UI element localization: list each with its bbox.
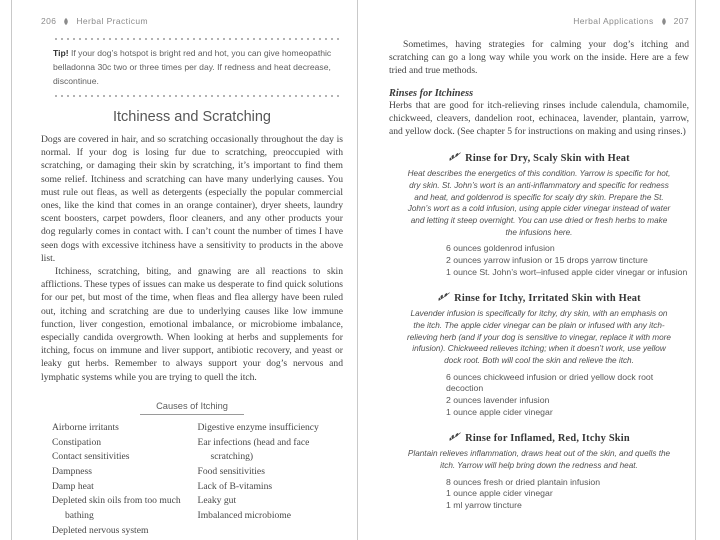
list-item: Dampness <box>52 465 92 477</box>
tip-label: Tip! <box>53 48 69 58</box>
sprig-icon <box>437 291 451 302</box>
rinse-title: Rinse for Itchy, Irritated Skin with Heat <box>389 291 689 304</box>
rinses-subheading: Rinses for Itchiness <box>389 87 474 99</box>
tip-text <box>53 40 339 95</box>
list-item: Lack of B-vitamins <box>197 480 273 492</box>
ingredient-list <box>389 372 689 418</box>
ingredient: 1 ml yarrow tincture <box>446 499 522 510</box>
list-item: Digestive enzyme insufficiency <box>197 421 319 433</box>
book-page-left <box>41 0 343 538</box>
sprig-icon <box>448 431 462 442</box>
rinse-note: Plantain relieves inflammation, draws heat out of the skin, and quells the itch. Yarrow will help bring down the redness and heat. <box>407 449 671 470</box>
ingredient: 1 ounce apple cider vinegar <box>446 488 553 499</box>
list-item: Depleted skin oils from too much bathing <box>52 495 181 522</box>
causes-column-right <box>198 421 344 539</box>
ingredient: 8 ounces fresh or dried plantain infusion <box>446 476 601 487</box>
causes-list <box>41 421 343 539</box>
list-item: Ear infections (head and face scratching) <box>197 436 310 463</box>
ingredient: 1 ounce St. John’s wort–infused apple cider vinegar or infusion <box>446 266 688 277</box>
rinse-title: Rinse for Dry, Scaly Skin with Heat <box>389 151 689 164</box>
page-spine-divider <box>357 0 358 540</box>
book-page-right <box>389 0 689 511</box>
list-item: Damp heat <box>52 480 94 492</box>
ingredient: 1 ounce apple cider vinegar <box>446 406 553 417</box>
page-edge-right <box>695 0 696 540</box>
floral-leaf-icon <box>63 17 69 26</box>
page-number-right: 207 <box>673 16 689 26</box>
list-item: Constipation <box>52 436 102 448</box>
rinses-intro-paragraph: Herbs that are good for itch-relieving rinses include calendula, chamomile, chickweed, cleavers, dandelion root, echinacea, lavender, plantain, yarrow, and yellow dock. (See chapter 5 for instructions on making and using rinses.) <box>389 99 689 138</box>
section-title: Itchiness and Scratching <box>113 109 271 125</box>
rinse-section <box>389 431 689 511</box>
ingredient-list <box>389 243 689 278</box>
sprig-icon <box>448 151 462 162</box>
list-item: Depleted nervous system <box>52 524 149 536</box>
rinse-note: Lavender infusion is specifically for itchy, dry skin, with an emphasis on the itch. The apple cider vinegar can be plain or infused with any itch-relieving herb (and if your dog is sensitive to vinegar, replace it with more infusion). Chickweed relieves itching; when it doesn’t work, use yellow dock root. Both will cool the skin and relieve the itch. <box>407 309 671 366</box>
list-item: Airborne irritants <box>52 421 119 433</box>
list-item: Imbalanced microbiome <box>197 510 292 522</box>
chapter-title-left: Herbal Practicum <box>76 16 148 26</box>
list-item: Contact sensitivities <box>52 451 130 463</box>
rinse-title: Rinse for Inflamed, Red, Itchy Skin <box>389 431 689 444</box>
list-item: Food sensitivities <box>197 465 265 477</box>
ingredient: 6 ounces goldenrod infusion <box>446 243 555 254</box>
dotted-rule-bottom <box>53 95 339 97</box>
chapter-title-right: Herbal Applications <box>573 16 654 26</box>
body-paragraph: Itchiness, scratching, biting, and gnawing are all reactions to skin afflictions. These types of issues can make us desperate to find quick solutions for our pet, but most of the time, when fleas and flea allergy have been ruled out, itching and scratching are due to underlying causes like low immune function, liver congestion, emotional imbalance, or microbiome imbalance, especially candida overgrowth. When looking at herbs and supplements for itching, focus on immune and liver support, antibiotic recovery, and yeast or leaky gut herbs. Remember to always support your dog’s nervous and lymphatic systems while you are trying to quell the itch. <box>41 266 343 383</box>
running-head-left <box>41 16 343 26</box>
tip-body: If your dog’s hotspot is bright red and hot, you can give homeopathic belladonna 30c two or three times per day. If redness and heat decrease, discontinue. <box>53 48 332 86</box>
rinse-section <box>389 151 689 278</box>
rinse-section <box>389 291 689 418</box>
ingredient: 2 ounces lavender infusion <box>446 394 550 405</box>
causes-column-left <box>52 421 198 539</box>
floral-leaf-icon <box>661 17 667 26</box>
running-head-right <box>389 16 689 26</box>
ingredient: 6 ounces chickweed infusion or dried yellow dock root decoction <box>446 371 654 394</box>
tip-box <box>53 38 339 97</box>
ingredient: 2 ounces yarrow infusion or 15 drops yarrow tincture <box>446 255 648 266</box>
page-number-left: 206 <box>41 16 57 26</box>
causes-heading: Causes of Itching <box>140 401 244 415</box>
page-edge-left <box>11 0 12 540</box>
body-paragraph: Dogs are covered in hair, and so scratching occasionally throughout the day is normal. If your dog is losing fur due to scratching, preoccupied with scratching, or damaging their skin by scratching, it’s important to find them some relief. Itchiness and scratching can have many underlying causes. You must rule out fleas, as well as detergents (especially the popular commercial ones, like the kind that comes in an orange container), dryer sheets, laundry scent boosters, carpet powders, floor cleaners, and any other products your dog regularly comes in contact with. I can’t count the number of times I have seen dogs with excessive itchiness have a sensitivity to products in the above list. <box>41 134 343 264</box>
rinse-note: Heat describes the energetics of this condition. Yarrow is specific for hot, dry skin. St. John’s wort is an anti-inflammatory and specific for redness and heat, and goldenrod is specific for scaly dry skin. Prepare the St. John’s wort as a cold infusion, using apple cider vinegar instead of water and letting it steep overnight. You can use dried or fresh herbs to make the infusions here. <box>407 169 671 237</box>
ingredient-list <box>389 477 689 512</box>
list-item: Leaky gut <box>197 495 237 507</box>
intro-paragraph: Sometimes, having strategies for calming your dog’s itching and scratching can go a long way while you work on the inside. Here are a few tried and true methods. <box>389 39 689 77</box>
